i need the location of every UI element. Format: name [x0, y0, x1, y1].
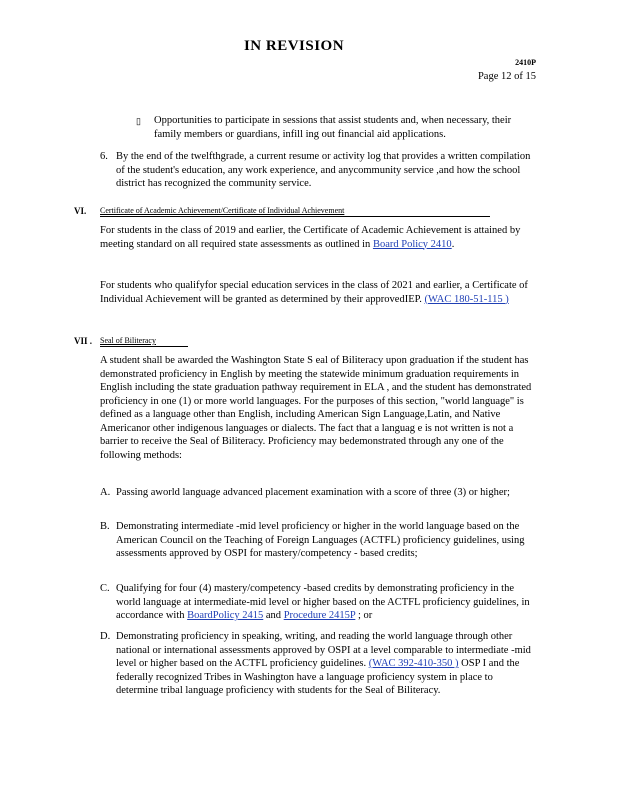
procedure-2415p-link[interactable]: Procedure 2415P	[283, 610, 356, 621]
bullet-icon: ▯	[136, 116, 141, 126]
section-7-intro-paragraph: A student shall be awarded the Washington State S eal of Biliteracy upon graduation if the student has demonstrated proficiency in English by meeting the statewide minimum graduation requirements in English including the state graduation pathway requirement in ELA , and the student has demonstrated proficiency in one (1) or more world languages. For the purposes of this section, "world language" is defined as a language other than English, including American Sign Language,Latin, and Native Americanor other indigenous languages or dialects. The fact that a languag e is not written is not a barrier to receive the Seal of Biliteracy. Proficiency may bedemonstrated through any one of the following methods:	[100, 355, 532, 461]
item-c-and: and	[263, 610, 284, 621]
section-6-number: VI.	[74, 206, 87, 216]
wac-180-51-115-link[interactable]: (WAC 180-51-115 )	[424, 293, 509, 305]
item-c-paragraph	[116, 582, 534, 623]
bullet-paragraph: Opportunities to participate in sessions that assist students and, when necessary, their family members or guardians, infill ing out financial aid applications.	[154, 115, 512, 140]
item-c-end: ; or	[355, 610, 373, 621]
item-d-paragraph	[116, 630, 534, 698]
section-7-heading-rule	[100, 346, 188, 347]
board-policy-2415-link[interactable]: BoardPolicy 2415	[187, 610, 264, 621]
item-6-number: 6.	[100, 151, 108, 162]
section-6-paragraph-2	[100, 279, 534, 306]
board-policy-2410-link[interactable]: Board Policy 2410	[372, 238, 452, 250]
item-c-letter: C.	[100, 583, 110, 594]
item-6-paragraph: By the end of the twelfthgrade, a current resume or activity log that provides a written compilation of the student's education, any work experience, and anycommunity service ,and how the school district has recognized the community service.	[116, 151, 531, 189]
item-a-letter: A.	[100, 487, 111, 498]
section-7-heading: Seal of Biliteracy	[100, 336, 156, 345]
item-b-paragraph: Demonstrating intermediate -mid level proficiency or higher in the world language based on the American Council on the Teaching of Foreign Languages (ACTFL) proficiency guidelines, using assessments approved by OSPI for mastery/competency - based credits;	[116, 521, 525, 559]
item-d-letter: D.	[100, 631, 111, 642]
item-a-paragraph: Passing aworld language advanced placement examination with a score of three (3) or higher;	[116, 487, 510, 498]
item-d-end: OSP I and the federally recognized Tribes in Washington have a language proficiency system in place to determine tribal language proficiency with students for the Seal of Biliteracy.	[116, 658, 520, 696]
section-6-paragraph-2-text: For students who qualifyfor special education services in the class of 2021 and earlier, a Certificate of Individual Achievement will be granted as determined by their approvedIEP.	[100, 280, 528, 305]
item-d-text: Demonstrating proficiency in speaking, writing, and reading the world language through other national or international assessments approved by OSPI at a level comparable to intermediate -mid level or higher based on the ACTFL proficiency guidelines.	[116, 631, 531, 669]
section-6-paragraph-1-text: For students in the class of 2019 and earlier, the Certificate of Academic Achievement is attained by meeting standard on all required state assessments as outlined in	[100, 225, 521, 250]
page-number: Page 12 of 15	[477, 71, 536, 82]
section-6-heading: Certificate of Academic Achievement/Certificate of Individual Achievement	[100, 206, 345, 215]
document-number: 2410P	[515, 58, 536, 67]
item-c-text: Qualifying for four (4) mastery/competency -based credits by demonstrating proficiency in the world language at intermediate-mid level or higher based on the ACTFL proficiency guidelines, in accordance with	[116, 583, 530, 621]
wac-392-410-350-link[interactable]: (WAC 392-410-350 )	[368, 658, 459, 669]
section-7-number: VII .	[74, 336, 93, 346]
item-b-letter: B.	[100, 521, 110, 532]
section-6-paragraph-1-end: .	[451, 238, 455, 250]
section-6-paragraph-1	[100, 224, 534, 251]
page-title: IN REVISION	[243, 38, 345, 54]
section-6-heading-rule	[100, 216, 490, 217]
